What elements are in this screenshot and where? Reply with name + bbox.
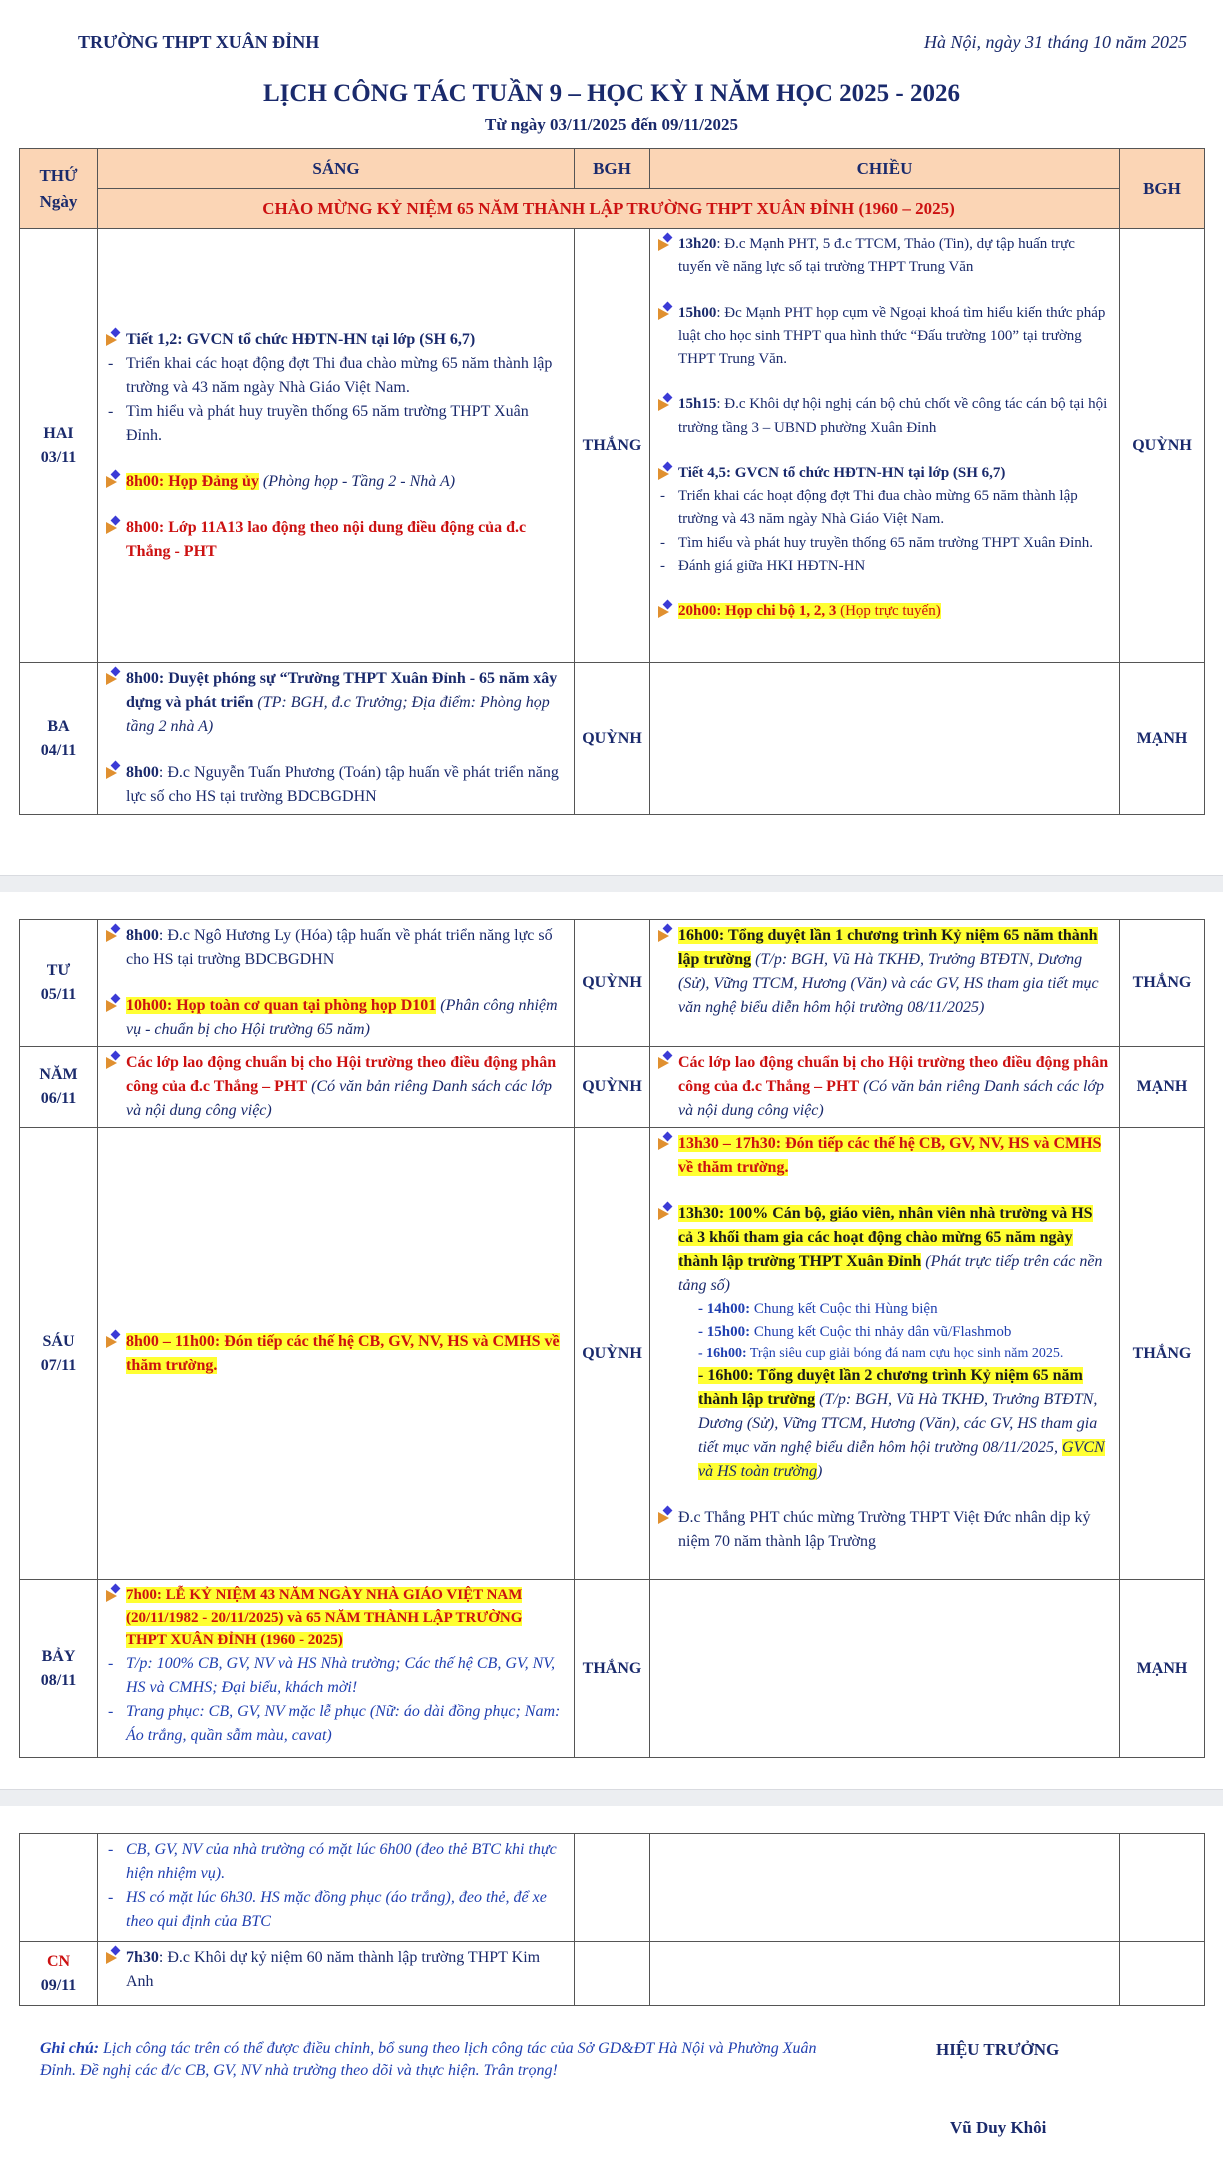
afternoon-cell (650, 1047, 1120, 1128)
list-item: 16h00: Tổng duyệt lần 1 chương trình Kỷ niệm 65 năm thành lập trường (T/p: BGH, Vũ Hà TKHĐ, Trưởng BTĐTN, Dương (Sử), Vững TTCM, Hương (Văn) và các GV, HS tham gia tiết mục văn nghệ biểu diễn hôm hội trường 08/11/2025) (678, 924, 1111, 1020)
bgh-cell (575, 1942, 650, 2006)
list-item: Tiết 4,5: GVCN tổ chức HĐTN-HN tại lớp (SH 6,7) (678, 462, 1111, 485)
list-item: - 14h00: Chung kết Cuộc thi Hùng biện (698, 1301, 938, 1317)
list-item: - 16h00: Tổng duyệt lần 2 chương trình Kỷ niệm 65 năm thành lập trường (T/p: BGH, Vũ Hà TKHĐ, Trưởng BTĐTN, Dương (Sử), Vững TTCM, Hương (Văn), các GV, HS tham gia tiết mục văn nghệ biểu diễn hôm hội trường 08/11/2025, GVCN và HS toàn trường) (698, 1367, 1105, 1480)
morning-cell (98, 229, 575, 663)
bgh-cell: MẠNH (1120, 1580, 1205, 1758)
list-item: Các lớp lao động chuẩn bị cho Hội trường theo điều động phân công của đ.c Thắng – PHT (Có văn bản riêng Danh sách các lớp và nội dung công việc) (126, 1051, 566, 1123)
afternoon-cell (650, 1580, 1120, 1758)
list-item: 7h00: LỄ KỶ NIỆM 43 NĂM NGÀY NHÀ GIÁO VIỆT NAM (20/11/1982 - 20/11/2025) và 65 NĂM THÀNH LẬP TRƯỜNG THPT XUÂN ĐỈNH (1960 - 2025) (126, 1584, 566, 1652)
page-1 (0, 0, 1223, 875)
morning-cell (98, 1834, 575, 1942)
date-range: Từ ngày 03/11/2025 đến 09/11/2025 (485, 115, 738, 134)
list-item: Đ.c Thắng PHT chúc mừng Trường THPT Việt Đức nhân dịp kỷ niệm 70 năm thành lập Trường (678, 1506, 1111, 1554)
list-item: 8h00: Đ.c Nguyễn Tuấn Phương (Toán) tập huấn về phát triển năng lực số cho HS tại trường BDCBGDHN (126, 761, 566, 809)
bgh-cell: QUỲNH (575, 1047, 650, 1128)
morning-cell (98, 1580, 575, 1758)
bgh-cell: QUỲNH (575, 1128, 650, 1580)
list-item: - Triển khai các hoạt động đợt Thi đua chào mừng 65 năm thành lập trường và 43 năm ngày Nhà Giáo Việt Nam. (678, 485, 1111, 532)
signature-name: Vũ Duy Khôi (950, 2118, 1047, 2137)
list-item: 8h00: Lớp 11A13 lao động theo nội dung điều động của đ.c Thắng - PHT (126, 516, 566, 564)
list-item: Tiết 1,2: GVCN tổ chức HĐTN-HN tại lớp (SH 6,7) (126, 328, 566, 352)
page-separator (0, 1789, 1223, 1807)
header-bgh-pm: BGH (1120, 149, 1205, 229)
header-morning: SÁNG (98, 149, 575, 189)
day-cell: TƯ 05/11 (20, 920, 98, 1047)
bgh-cell: QUỲNH (575, 663, 650, 815)
list-item: - 15h00: Chung kết Cuộc thi nhảy dân vũ/Flashmob (698, 1323, 1012, 1340)
afternoon-cell (650, 920, 1120, 1047)
schedule-table-3 (19, 1833, 1205, 2006)
morning-cell (98, 1047, 575, 1128)
row-friday (20, 1128, 1205, 1580)
afternoon-cell (650, 663, 1120, 815)
page-2 (0, 892, 1223, 1788)
page-title: LỊCH CÔNG TÁC TUẦN 9 – HỌC KỲ I NĂM HỌC 2025 - 2026 (262, 80, 961, 107)
list-item: 13h30: 100% Cán bộ, giáo viên, nhân viên nhà trường và HS cả 3 khối tham gia các hoạt động chào mừng 65 năm ngày thành lập trường THPT Xuân Đỉnh (Phát trực tiếp trên các nền tảng số) (678, 1202, 1111, 1298)
bgh-cell: MẠNH (1120, 663, 1205, 815)
list-item: - HS có mặt lúc 6h30. HS mặc đồng phục (áo trắng), đeo thẻ, để xe theo qui định của BTC (126, 1886, 566, 1934)
list-item: - Tìm hiểu và phát huy truyền thống 65 năm trường THPT Xuân Đỉnh. (678, 532, 1111, 555)
list-item: - Trang phục: CB, GV, NV mặc lễ phục (Nữ: áo dài đồng phục; Nam: Áo trắng, quần sẫm màu, cavat) (126, 1700, 566, 1748)
bgh-cell (1120, 1942, 1205, 2006)
list-item: 10h00: Họp toàn cơ quan tại phòng họp D101 (Phân công nhiệm vụ - chuẩn bị cho Hội trường 65 năm) (126, 994, 566, 1042)
day-cell: BẢY 08/11 (20, 1580, 98, 1758)
list-item: - Triển khai các hoạt động đợt Thi đua chào mừng 65 năm thành lập trường và 43 năm ngày Nhà Giáo Việt Nam. (126, 352, 566, 400)
day-cell: NĂM 06/11 (20, 1047, 98, 1128)
page-3 (0, 1806, 1223, 2164)
row-wednesday (20, 920, 1205, 1047)
morning-cell (98, 1128, 575, 1580)
row-saturday (20, 1580, 1205, 1758)
list-item: - 16h00: Trận siêu cup giải bóng đá nam cựu học sinh năm 2025. (698, 1346, 1064, 1361)
anniversary-banner: CHÀO MỪNG KỶ NIỆM 65 NĂM THÀNH LẬP TRƯỜNG THPT XUÂN ĐỈNH (1960 – 2025) (98, 189, 1120, 229)
list-item: - T/p: 100% CB, GV, NV và HS Nhà trường; Các thế hệ CB, GV, NV, HS và CMHS; Đại biểu, khách mời! (126, 1652, 566, 1700)
list-item: 13h20: Đ.c Mạnh PHT, 5 đ.c TTCM, Thảo (Tin), dự tập huấn trực tuyến về năng lực số tại trường THPT Trung Văn (678, 233, 1111, 280)
day-cell: BA 04/11 (20, 663, 98, 815)
bgh-cell: THẮNG (1120, 1128, 1205, 1580)
bgh-cell (575, 1834, 650, 1942)
list-item: 20h00: Họp chi bộ 1, 2, 3 (Họp trực tuyến) (678, 600, 1111, 623)
list-item: - Đánh giá giữa HKI HĐTN-HN (678, 555, 1111, 578)
day-cell: HAI 03/11 (20, 229, 98, 663)
header-afternoon: CHIỀU (650, 149, 1120, 189)
schedule-table-2 (19, 919, 1205, 1758)
issue-date: Hà Nội, ngày 31 tháng 10 năm 2025 (924, 32, 1187, 52)
list-item: 8h00: Họp Đảng ủy (Phòng họp - Tầng 2 - Nhà A) (126, 470, 566, 494)
header-bgh-am: BGH (575, 149, 650, 189)
footer-note: Ghi chú: Lịch công tác trên có thể được điều chỉnh, bổ sung theo lịch công tác của Sở GD&ĐT Hà Nội và Phường Xuân Đỉnh. Đề nghị các đ/c CB, GV, NV nhà trường theo dõi và thực hiện. Trân trọng! (40, 2040, 817, 2080)
header-day: THỨ Ngày (20, 149, 98, 229)
row-tuesday (20, 663, 1205, 815)
afternoon-cell (650, 1834, 1120, 1942)
row-saturday-continued (20, 1834, 1205, 1942)
bgh-cell: QUỲNH (1120, 229, 1205, 663)
row-sunday (20, 1942, 1205, 2006)
day-cell: SÁU 07/11 (20, 1128, 98, 1580)
bgh-cell (1120, 1834, 1205, 1942)
list-item: 7h30: Đ.c Khôi dự kỷ niệm 60 năm thành lập trường THPT Kim Anh (126, 1946, 566, 1994)
list-item: 15h15: Đ.c Khôi dự hội nghị cán bộ chủ chốt về công tác cán bộ tại hội trường tầng 3 – UBND phường Xuân Đỉnh (678, 393, 1111, 440)
list-item: Các lớp lao động chuẩn bị cho Hội trường theo điều động phân công của đ.c Thắng – PHT (Có văn bản riêng Danh sách các lớp và nội dung công việc) (678, 1051, 1111, 1123)
row-monday (20, 229, 1205, 663)
afternoon-cell (650, 1942, 1120, 2006)
morning-cell (98, 663, 575, 815)
school-name: TRƯỜNG THPT XUÂN ĐỈNH (78, 32, 320, 52)
day-cell: CN 09/11 (20, 1942, 98, 2006)
row-thursday (20, 1047, 1205, 1128)
bgh-cell: THẮNG (575, 1580, 650, 1758)
schedule-table-1 (19, 148, 1205, 815)
page-separator (0, 875, 1223, 893)
list-item: - CB, GV, NV của nhà trường có mặt lúc 6h00 (đeo thẻ BTC khi thực hiện nhiệm vụ). (126, 1838, 566, 1886)
list-item: 15h00: Đc Mạnh PHT họp cụm về Ngoại khoá tìm hiểu kiến thức pháp luật cho học sinh THPT qua hình thức “Đấu trường 100” tại trường THPT Trung Văn. (678, 302, 1111, 372)
afternoon-cell (650, 229, 1120, 663)
list-item: 8h00: Đ.c Ngô Hương Ly (Hóa) tập huấn về phát triển năng lực số cho HS tại trường BDCBGDHN (126, 924, 566, 972)
bgh-cell: QUỲNH (575, 920, 650, 1047)
bgh-cell: MẠNH (1120, 1047, 1205, 1128)
list-item: 8h00 – 11h00: Đón tiếp các thế hệ CB, GV, NV, HS và CMHS về thăm trường. (126, 1330, 566, 1378)
signature-title: HIỆU TRƯỞNG (936, 2040, 1060, 2059)
list-item: - Tìm hiểu và phát huy truyền thống 65 năm trường THPT Xuân Đỉnh. (126, 400, 566, 448)
list-item: 8h00: Duyệt phóng sự “Trường THPT Xuân Đỉnh - 65 năm xây dựng và phát triển (TP: BGH, đ.c Trưởng; Địa điểm: Phòng họp tầng 2 nhà A) (126, 667, 566, 739)
list-item: 13h30 – 17h30: Đón tiếp các thế hệ CB, GV, NV, HS và CMHS về thăm trường. (678, 1132, 1111, 1180)
morning-cell (98, 920, 575, 1047)
day-cell (20, 1834, 98, 1942)
bgh-cell: THẮNG (575, 229, 650, 663)
morning-cell (98, 1942, 575, 2006)
afternoon-cell (650, 1128, 1120, 1580)
bgh-cell: THẮNG (1120, 920, 1205, 1047)
